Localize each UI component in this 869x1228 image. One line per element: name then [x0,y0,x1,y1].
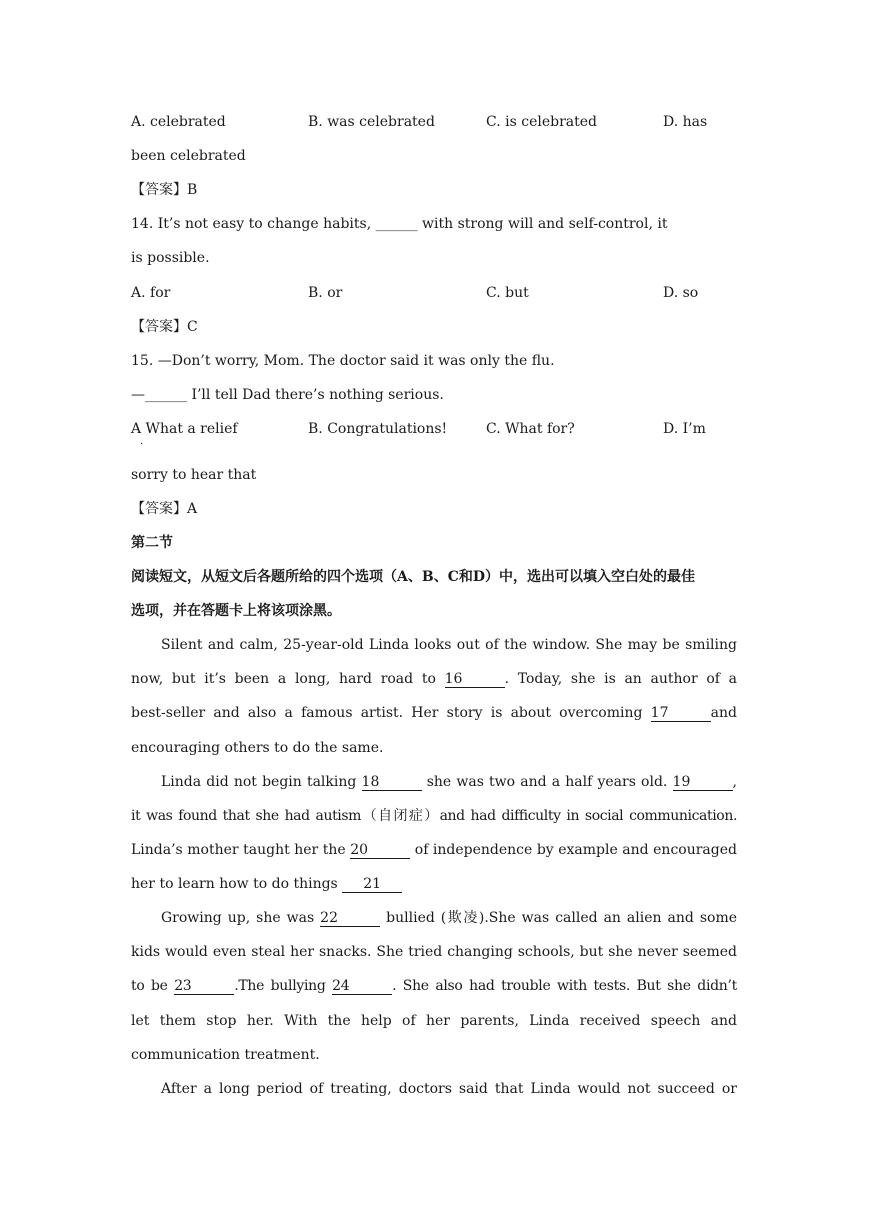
q13-option-d-wrap: been celebrated [131,148,246,164]
q14-option-d: D. so [663,285,699,301]
section-title: 第二节 [131,535,173,551]
passage-text: of independence by example and encouraged [414,842,737,858]
q15-option-d-wrap: sorry to hear that [131,467,257,483]
passage-text: Linda’s mother taught her the [131,842,346,858]
passage-p1-line1: Silent and calm, 25-year-old Linda looks out of the window. She may be smiling [161,637,737,653]
blank-24: 24 [332,978,392,995]
blank-22: 22 [320,910,380,927]
section-instruction-line2: 选项，并在答题卡上将该项涂黑。 [131,603,341,619]
q15-option-a-dot: · [140,439,144,450]
blank-19: 19 [673,774,733,791]
q14-option-b: B. or [308,285,343,301]
passage-text: best-seller and also a famous artist. Her story is about overcoming [131,705,643,721]
blank-20: 20 [350,842,410,859]
q15-option-a: A What a relief [131,421,238,437]
q13-option-b: B. was celebrated [308,114,435,130]
passage-text: bullied (欺凌).She was called an alien and some [386,910,738,926]
passage-p3-line4: let them stop her. With the help of her parents, Linda received speech and [131,1013,737,1029]
q14-option-c: C. but [486,285,529,301]
q13-option-c: C. is celebrated [486,114,597,130]
passage-text: Linda did not begin talking [161,774,357,790]
passage-text: Growing up, she was [161,910,315,926]
q13-option-d: D. has [663,114,708,130]
q15-answer: 【答案】A [131,501,198,517]
passage-text: to be [131,978,168,994]
passage-text: . Today, she is an author of a [504,671,737,687]
q13-option-a: A. celebrated [131,114,226,130]
blank-21: 21 [342,876,402,893]
passage-p3-line1 [161,908,737,928]
passage-text: . She also had trouble with tests. But she didn’t [392,978,737,994]
q14-option-a: A. for [131,285,171,301]
q15-option-c: C. What for? [486,421,575,437]
passage-p2-line1 [161,772,737,792]
q14-stem-line1: 14. It’s not easy to change habits, ______ with strong will and self-control, it [131,216,668,232]
passage-p1-line4: encouraging others to do the same. [131,740,384,756]
passage-text: .The bullying [234,978,326,994]
q15-stem-line1: 15. —Don’t worry, Mom. The doctor said it was only the flu. [131,353,555,369]
blank-17: 17 [651,705,711,722]
passage-text: , [732,774,737,790]
blank-16: 16 [445,671,505,688]
passage-p1-line2 [131,669,737,689]
passage-text: she was two and a half years old. [426,774,668,790]
passage-p3-line2: kids would even steal her snacks. She tried changing schools, but she never seemed [131,944,737,960]
passage-p3-line5: communication treatment. [131,1047,320,1063]
q14-stem-line2: is possible. [131,250,210,266]
blank-18: 18 [362,774,422,791]
q15-option-b: B. Congratulations! [308,421,448,437]
q13-answer: 【答案】B [131,182,198,198]
passage-p2-line3 [131,840,737,860]
q14-answer: 【答案】C [131,319,198,335]
passage-p3-line3 [131,976,737,996]
section-instruction-line1: 阅读短文，从短文后各题所给的四个选项（A、B、C和D）中，选出可以填入空白处的最佳 [131,569,695,585]
passage-text: now, but it’s been a long, hard road to [131,671,436,687]
passage-p1-line3 [131,703,737,723]
passage-text: and [710,705,737,721]
q15-option-d: D. I’m [663,421,706,437]
passage-p2-line4 [131,874,737,894]
blank-23: 23 [174,978,234,995]
passage-text: her to learn how to do things [131,876,338,892]
q15-stem-line2: —______ I’ll tell Dad there’s nothing serious. [131,387,444,403]
passage-p2-line2: it was found that she had autism（自闭症）and had difficulty in social communication. [131,808,737,824]
passage-p4-line1: After a long period of treating, doctors said that Linda would not succeed or [161,1081,737,1097]
